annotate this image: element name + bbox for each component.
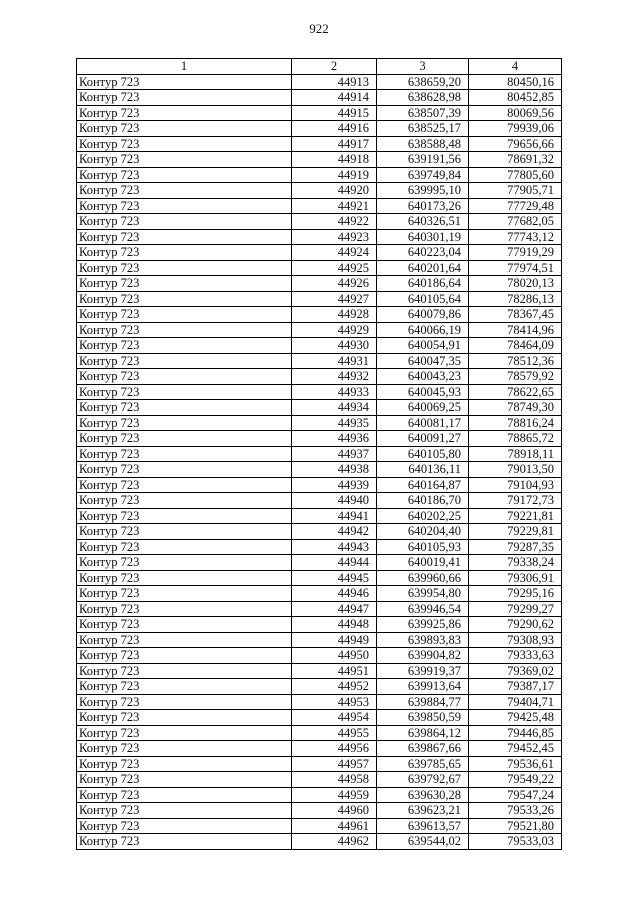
point-number-cell: 44946 bbox=[292, 586, 377, 602]
y-coordinate-cell: 80452,85 bbox=[469, 90, 562, 106]
point-number-cell: 44936 bbox=[292, 431, 377, 447]
point-number-cell: 44958 bbox=[292, 772, 377, 788]
y-coordinate-cell: 78691,32 bbox=[469, 152, 562, 168]
header-cell-4: 4 bbox=[469, 59, 562, 75]
table-row bbox=[77, 152, 562, 168]
contour-name-cell: Контур 723 bbox=[77, 632, 292, 648]
x-coordinate-cell: 639954,80 bbox=[377, 586, 469, 602]
y-coordinate-cell: 79656,66 bbox=[469, 136, 562, 152]
point-number-cell: 44956 bbox=[292, 741, 377, 757]
point-number-cell: 44961 bbox=[292, 818, 377, 834]
point-number-cell: 44934 bbox=[292, 400, 377, 416]
table-row bbox=[77, 710, 562, 726]
table-row bbox=[77, 121, 562, 137]
y-coordinate-cell: 79452,45 bbox=[469, 741, 562, 757]
table-row bbox=[77, 570, 562, 586]
contour-name-cell: Контур 723 bbox=[77, 121, 292, 137]
x-coordinate-cell: 640091,27 bbox=[377, 431, 469, 447]
point-number-cell: 44947 bbox=[292, 601, 377, 617]
x-coordinate-cell: 638659,20 bbox=[377, 74, 469, 90]
point-number-cell: 44929 bbox=[292, 322, 377, 338]
table-row bbox=[77, 803, 562, 819]
point-number-cell: 44925 bbox=[292, 260, 377, 276]
table-row bbox=[77, 725, 562, 741]
contour-name-cell: Контур 723 bbox=[77, 183, 292, 199]
y-coordinate-cell: 79295,16 bbox=[469, 586, 562, 602]
contour-name-cell: Контур 723 bbox=[77, 772, 292, 788]
y-coordinate-cell: 78579,92 bbox=[469, 369, 562, 385]
y-coordinate-cell: 78464,09 bbox=[469, 338, 562, 354]
y-coordinate-cell: 79446,85 bbox=[469, 725, 562, 741]
y-coordinate-cell: 78749,30 bbox=[469, 400, 562, 416]
contour-name-cell: Контур 723 bbox=[77, 508, 292, 524]
point-number-cell: 44945 bbox=[292, 570, 377, 586]
point-number-cell: 44932 bbox=[292, 369, 377, 385]
x-coordinate-cell: 638588,48 bbox=[377, 136, 469, 152]
table-row bbox=[77, 353, 562, 369]
x-coordinate-cell: 639613,57 bbox=[377, 818, 469, 834]
header-cell-1: 1 bbox=[77, 59, 292, 75]
point-number-cell: 44913 bbox=[292, 74, 377, 90]
y-coordinate-cell: 79290,62 bbox=[469, 617, 562, 633]
point-number-cell: 44924 bbox=[292, 245, 377, 261]
contour-name-cell: Контур 723 bbox=[77, 74, 292, 90]
x-coordinate-cell: 640201,64 bbox=[377, 260, 469, 276]
y-coordinate-cell: 79221,81 bbox=[469, 508, 562, 524]
contour-name-cell: Контур 723 bbox=[77, 152, 292, 168]
y-coordinate-cell: 79387,17 bbox=[469, 679, 562, 695]
x-coordinate-cell: 640019,41 bbox=[377, 555, 469, 571]
contour-name-cell: Контур 723 bbox=[77, 694, 292, 710]
table-row bbox=[77, 508, 562, 524]
contour-name-cell: Контур 723 bbox=[77, 229, 292, 245]
x-coordinate-cell: 639623,21 bbox=[377, 803, 469, 819]
contour-name-cell: Контур 723 bbox=[77, 663, 292, 679]
point-number-cell: 44931 bbox=[292, 353, 377, 369]
contour-name-cell: Контур 723 bbox=[77, 601, 292, 617]
table-row bbox=[77, 617, 562, 633]
x-coordinate-cell: 640186,70 bbox=[377, 493, 469, 509]
y-coordinate-cell: 78367,45 bbox=[469, 307, 562, 323]
table-row bbox=[77, 338, 562, 354]
x-coordinate-cell: 639785,65 bbox=[377, 756, 469, 772]
y-coordinate-cell: 79299,27 bbox=[469, 601, 562, 617]
contour-name-cell: Контур 723 bbox=[77, 710, 292, 726]
x-coordinate-cell: 640047,35 bbox=[377, 353, 469, 369]
contour-name-cell: Контур 723 bbox=[77, 741, 292, 757]
contour-name-cell: Контур 723 bbox=[77, 725, 292, 741]
contour-name-cell: Контур 723 bbox=[77, 834, 292, 850]
y-coordinate-cell: 79533,03 bbox=[469, 834, 562, 850]
x-coordinate-cell: 640204,40 bbox=[377, 524, 469, 540]
table-row bbox=[77, 260, 562, 276]
point-number-cell: 44950 bbox=[292, 648, 377, 664]
point-number-cell: 44959 bbox=[292, 787, 377, 803]
contour-name-cell: Контур 723 bbox=[77, 818, 292, 834]
table-row bbox=[77, 167, 562, 183]
y-coordinate-cell: 78622,65 bbox=[469, 384, 562, 400]
table-row bbox=[77, 787, 562, 803]
x-coordinate-cell: 640079,86 bbox=[377, 307, 469, 323]
contour-name-cell: Контур 723 bbox=[77, 570, 292, 586]
point-number-cell: 44960 bbox=[292, 803, 377, 819]
contour-name-cell: Контур 723 bbox=[77, 586, 292, 602]
y-coordinate-cell: 78512,36 bbox=[469, 353, 562, 369]
contour-name-cell: Контур 723 bbox=[77, 446, 292, 462]
x-coordinate-cell: 640066,19 bbox=[377, 322, 469, 338]
x-coordinate-cell: 638507,39 bbox=[377, 105, 469, 121]
table-row bbox=[77, 462, 562, 478]
point-number-cell: 44937 bbox=[292, 446, 377, 462]
point-number-cell: 44941 bbox=[292, 508, 377, 524]
contour-name-cell: Контур 723 bbox=[77, 369, 292, 385]
point-number-cell: 44920 bbox=[292, 183, 377, 199]
y-coordinate-cell: 77729,48 bbox=[469, 198, 562, 214]
table-row bbox=[77, 415, 562, 431]
y-coordinate-cell: 78286,13 bbox=[469, 291, 562, 307]
contour-name-cell: Контур 723 bbox=[77, 167, 292, 183]
point-number-cell: 44954 bbox=[292, 710, 377, 726]
contour-name-cell: Контур 723 bbox=[77, 431, 292, 447]
point-number-cell: 44952 bbox=[292, 679, 377, 695]
point-number-cell: 44938 bbox=[292, 462, 377, 478]
y-coordinate-cell: 80450,16 bbox=[469, 74, 562, 90]
contour-name-cell: Контур 723 bbox=[77, 679, 292, 695]
y-coordinate-cell: 79549,22 bbox=[469, 772, 562, 788]
point-number-cell: 44962 bbox=[292, 834, 377, 850]
contour-name-cell: Контур 723 bbox=[77, 105, 292, 121]
y-coordinate-cell: 77919,29 bbox=[469, 245, 562, 261]
y-coordinate-cell: 79333,63 bbox=[469, 648, 562, 664]
x-coordinate-cell: 639919,37 bbox=[377, 663, 469, 679]
contour-name-cell: Контур 723 bbox=[77, 276, 292, 292]
x-coordinate-cell: 639925,86 bbox=[377, 617, 469, 633]
table-row bbox=[77, 601, 562, 617]
table-row bbox=[77, 276, 562, 292]
y-coordinate-cell: 79287,35 bbox=[469, 539, 562, 555]
table-row bbox=[77, 632, 562, 648]
y-coordinate-cell: 79013,50 bbox=[469, 462, 562, 478]
point-number-cell: 44916 bbox=[292, 121, 377, 137]
table-row bbox=[77, 586, 562, 602]
x-coordinate-cell: 639946,54 bbox=[377, 601, 469, 617]
point-number-cell: 44943 bbox=[292, 539, 377, 555]
y-coordinate-cell: 78414,96 bbox=[469, 322, 562, 338]
y-coordinate-cell: 79939,06 bbox=[469, 121, 562, 137]
y-coordinate-cell: 77743,12 bbox=[469, 229, 562, 245]
x-coordinate-cell: 640173,26 bbox=[377, 198, 469, 214]
table-row bbox=[77, 555, 562, 571]
x-coordinate-cell: 640186,64 bbox=[377, 276, 469, 292]
y-coordinate-cell: 77805,60 bbox=[469, 167, 562, 183]
table-row bbox=[77, 818, 562, 834]
x-coordinate-cell: 640326,51 bbox=[377, 214, 469, 230]
table-row bbox=[77, 524, 562, 540]
table-row bbox=[77, 245, 562, 261]
y-coordinate-cell: 79536,61 bbox=[469, 756, 562, 772]
x-coordinate-cell: 638628,98 bbox=[377, 90, 469, 106]
contour-name-cell: Контур 723 bbox=[77, 555, 292, 571]
contour-name-cell: Контур 723 bbox=[77, 136, 292, 152]
y-coordinate-cell: 78918,11 bbox=[469, 446, 562, 462]
contour-name-cell: Контур 723 bbox=[77, 524, 292, 540]
contour-name-cell: Контур 723 bbox=[77, 493, 292, 509]
point-number-cell: 44942 bbox=[292, 524, 377, 540]
y-coordinate-cell: 77682,05 bbox=[469, 214, 562, 230]
x-coordinate-cell: 640105,93 bbox=[377, 539, 469, 555]
x-coordinate-cell: 639893,83 bbox=[377, 632, 469, 648]
contour-name-cell: Контур 723 bbox=[77, 338, 292, 354]
contour-name-cell: Контур 723 bbox=[77, 291, 292, 307]
table-row bbox=[77, 756, 562, 772]
point-number-cell: 44944 bbox=[292, 555, 377, 571]
x-coordinate-cell: 639544,02 bbox=[377, 834, 469, 850]
contour-name-cell: Контур 723 bbox=[77, 617, 292, 633]
point-number-cell: 44957 bbox=[292, 756, 377, 772]
point-number-cell: 44914 bbox=[292, 90, 377, 106]
x-coordinate-cell: 640069,25 bbox=[377, 400, 469, 416]
table-row bbox=[77, 322, 562, 338]
point-number-cell: 44949 bbox=[292, 632, 377, 648]
table-row bbox=[77, 431, 562, 447]
table-row bbox=[77, 307, 562, 323]
contour-name-cell: Контур 723 bbox=[77, 384, 292, 400]
point-number-cell: 44923 bbox=[292, 229, 377, 245]
y-coordinate-cell: 78816,24 bbox=[469, 415, 562, 431]
y-coordinate-cell: 79338,24 bbox=[469, 555, 562, 571]
table-row bbox=[77, 648, 562, 664]
x-coordinate-cell: 640202,25 bbox=[377, 508, 469, 524]
x-coordinate-cell: 639864,12 bbox=[377, 725, 469, 741]
header-row bbox=[77, 59, 562, 75]
y-coordinate-cell: 79306,91 bbox=[469, 570, 562, 586]
contour-name-cell: Контур 723 bbox=[77, 245, 292, 261]
table-row bbox=[77, 291, 562, 307]
x-coordinate-cell: 639749,84 bbox=[377, 167, 469, 183]
x-coordinate-cell: 639884,77 bbox=[377, 694, 469, 710]
point-number-cell: 44939 bbox=[292, 477, 377, 493]
y-coordinate-cell: 79104,93 bbox=[469, 477, 562, 493]
x-coordinate-cell: 640045,93 bbox=[377, 384, 469, 400]
y-coordinate-cell: 79533,26 bbox=[469, 803, 562, 819]
point-number-cell: 44917 bbox=[292, 136, 377, 152]
contour-name-cell: Контур 723 bbox=[77, 756, 292, 772]
x-coordinate-cell: 639960,66 bbox=[377, 570, 469, 586]
contour-name-cell: Контур 723 bbox=[77, 260, 292, 276]
y-coordinate-cell: 79425,48 bbox=[469, 710, 562, 726]
point-number-cell: 44922 bbox=[292, 214, 377, 230]
table-row bbox=[77, 198, 562, 214]
header-cell-3: 3 bbox=[377, 59, 469, 75]
table-header bbox=[77, 59, 562, 75]
y-coordinate-cell: 78020,13 bbox=[469, 276, 562, 292]
table-row bbox=[77, 214, 562, 230]
table-row bbox=[77, 136, 562, 152]
table-row bbox=[77, 663, 562, 679]
point-number-cell: 44928 bbox=[292, 307, 377, 323]
x-coordinate-cell: 640081,17 bbox=[377, 415, 469, 431]
x-coordinate-cell: 639995,10 bbox=[377, 183, 469, 199]
table-row bbox=[77, 183, 562, 199]
y-coordinate-cell: 79308,93 bbox=[469, 632, 562, 648]
x-coordinate-cell: 639850,59 bbox=[377, 710, 469, 726]
x-coordinate-cell: 640105,64 bbox=[377, 291, 469, 307]
point-number-cell: 44933 bbox=[292, 384, 377, 400]
y-coordinate-cell: 79404,71 bbox=[469, 694, 562, 710]
y-coordinate-cell: 79521,80 bbox=[469, 818, 562, 834]
y-coordinate-cell: 79547,24 bbox=[469, 787, 562, 803]
y-coordinate-cell: 78865,72 bbox=[469, 431, 562, 447]
point-number-cell: 44930 bbox=[292, 338, 377, 354]
x-coordinate-cell: 640054,91 bbox=[377, 338, 469, 354]
point-number-cell: 44919 bbox=[292, 167, 377, 183]
point-number-cell: 44918 bbox=[292, 152, 377, 168]
point-number-cell: 44926 bbox=[292, 276, 377, 292]
table-row bbox=[77, 400, 562, 416]
x-coordinate-cell: 640043,23 bbox=[377, 369, 469, 385]
table-row bbox=[77, 679, 562, 695]
x-coordinate-cell: 639904,82 bbox=[377, 648, 469, 664]
x-coordinate-cell: 640301,19 bbox=[377, 229, 469, 245]
contour-name-cell: Контур 723 bbox=[77, 307, 292, 323]
point-number-cell: 44955 bbox=[292, 725, 377, 741]
point-number-cell: 44927 bbox=[292, 291, 377, 307]
page-number: 922 bbox=[309, 21, 329, 36]
contour-name-cell: Контур 723 bbox=[77, 803, 292, 819]
contour-name-cell: Контур 723 bbox=[77, 539, 292, 555]
contour-name-cell: Контур 723 bbox=[77, 400, 292, 416]
x-coordinate-cell: 639913,64 bbox=[377, 679, 469, 695]
table-row bbox=[77, 772, 562, 788]
y-coordinate-cell: 79369,02 bbox=[469, 663, 562, 679]
x-coordinate-cell: 639630,28 bbox=[377, 787, 469, 803]
table-row bbox=[77, 369, 562, 385]
point-number-cell: 44915 bbox=[292, 105, 377, 121]
table-row bbox=[77, 539, 562, 555]
y-coordinate-cell: 79229,81 bbox=[469, 524, 562, 540]
y-coordinate-cell: 77974,51 bbox=[469, 260, 562, 276]
contour-name-cell: Контур 723 bbox=[77, 353, 292, 369]
point-number-cell: 44951 bbox=[292, 663, 377, 679]
x-coordinate-cell: 639191,56 bbox=[377, 152, 469, 168]
table-row bbox=[77, 229, 562, 245]
table-row bbox=[77, 74, 562, 90]
x-coordinate-cell: 639867,66 bbox=[377, 741, 469, 757]
x-coordinate-cell: 640136,11 bbox=[377, 462, 469, 478]
point-number-cell: 44948 bbox=[292, 617, 377, 633]
table-row bbox=[77, 834, 562, 850]
y-coordinate-cell: 80069,56 bbox=[469, 105, 562, 121]
point-number-cell: 44935 bbox=[292, 415, 377, 431]
x-coordinate-cell: 640223,04 bbox=[377, 245, 469, 261]
x-coordinate-cell: 640164,87 bbox=[377, 477, 469, 493]
contour-name-cell: Контур 723 bbox=[77, 462, 292, 478]
contour-name-cell: Контур 723 bbox=[77, 322, 292, 338]
y-coordinate-cell: 77905,71 bbox=[469, 183, 562, 199]
table-row bbox=[77, 384, 562, 400]
x-coordinate-cell: 640105,80 bbox=[377, 446, 469, 462]
table-row bbox=[77, 446, 562, 462]
coordinates-table bbox=[76, 58, 562, 850]
table-row bbox=[77, 90, 562, 106]
contour-name-cell: Контур 723 bbox=[77, 477, 292, 493]
y-coordinate-cell: 79172,73 bbox=[469, 493, 562, 509]
x-coordinate-cell: 638525,17 bbox=[377, 121, 469, 137]
table-row bbox=[77, 105, 562, 121]
table-body bbox=[77, 74, 562, 849]
point-number-cell: 44953 bbox=[292, 694, 377, 710]
contour-name-cell: Контур 723 bbox=[77, 90, 292, 106]
point-number-cell: 44921 bbox=[292, 198, 377, 214]
header-cell-2: 2 bbox=[292, 59, 377, 75]
table-row bbox=[77, 741, 562, 757]
table-row bbox=[77, 694, 562, 710]
x-coordinate-cell: 639792,67 bbox=[377, 772, 469, 788]
contour-name-cell: Контур 723 bbox=[77, 415, 292, 431]
table-row bbox=[77, 477, 562, 493]
contour-name-cell: Контур 723 bbox=[77, 214, 292, 230]
contour-name-cell: Контур 723 bbox=[77, 198, 292, 214]
contour-name-cell: Контур 723 bbox=[77, 787, 292, 803]
table-row bbox=[77, 493, 562, 509]
point-number-cell: 44940 bbox=[292, 493, 377, 509]
contour-name-cell: Контур 723 bbox=[77, 648, 292, 664]
